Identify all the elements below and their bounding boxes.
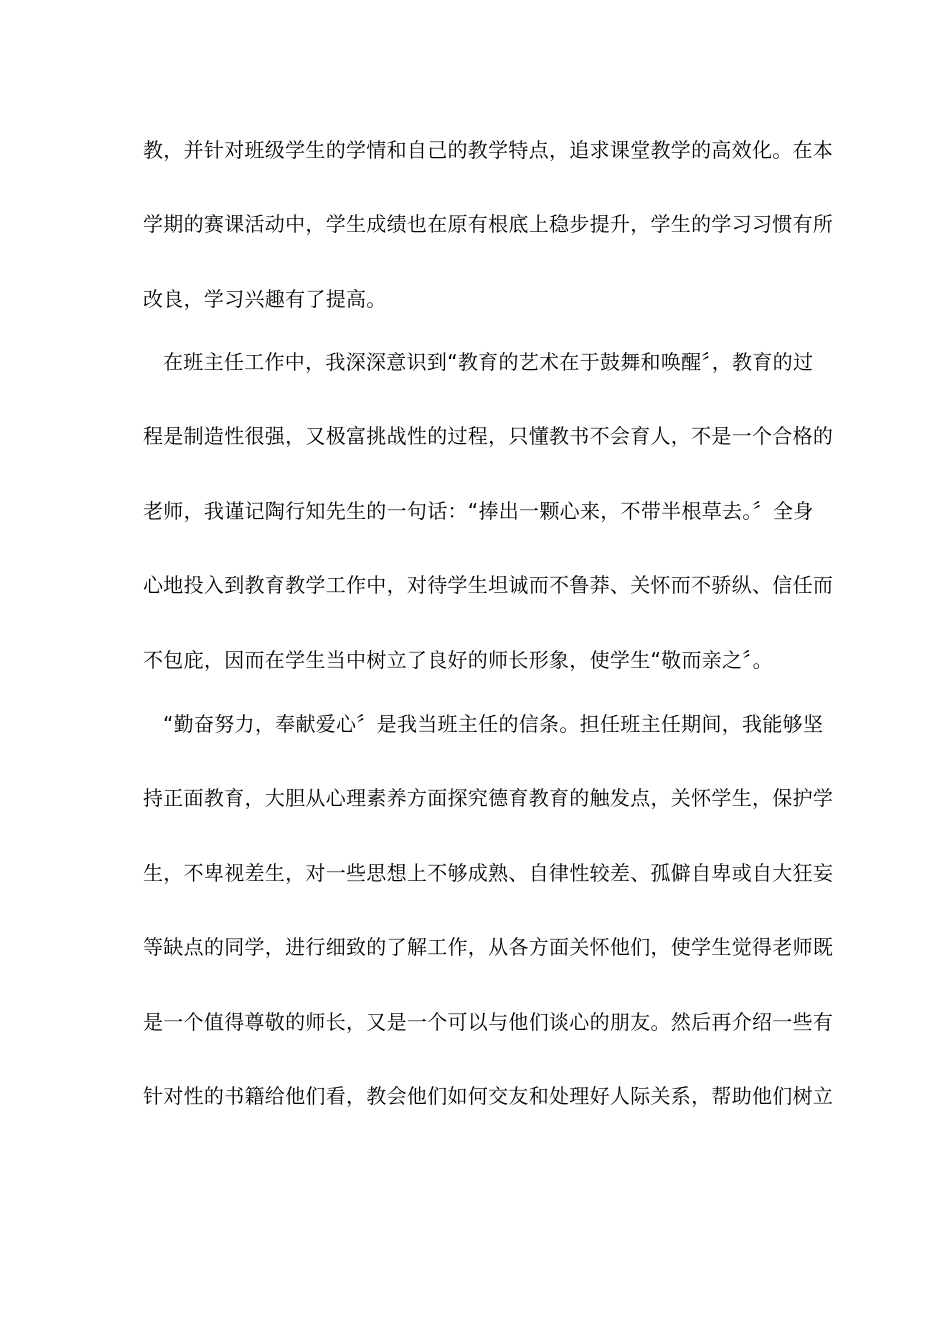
text-line: 改良，学习兴趣有了提高。 <box>143 287 387 311</box>
text-line: 老师，我谨记陶行知先生的一句话：“捧出一颗心来，不带半根草去。〞全身 <box>143 499 814 523</box>
text-line: 学期的赛课活动中，学生成绩也在原有根底上稳步提升，学生的学习习惯有所 <box>143 212 834 236</box>
text-line: 是一个值得尊敬的师长，又是一个可以与他们谈心的朋友。然后再介绍一些有 <box>143 1010 834 1034</box>
text-line: 程是制造性很强，又极富挑战性的过程，只懂教书不会育人，不是一个合格的 <box>143 424 834 448</box>
paragraph-start-line: “勤奋努力，奉献爱心〞是我当班主任的信条。担任班主任期间，我能够坚 <box>163 712 824 736</box>
paragraph-start-line: 在班主任工作中，我深深意识到“教育的艺术在于鼓舞和唤醒〞，教育的过 <box>163 350 814 374</box>
text-line: 不包庇，因而在学生当中树立了良好的师长形象，使学生“敬而亲之〞。 <box>143 648 773 672</box>
text-line: 等缺点的同学，进行细致的了解工作，从各方面关怀他们，使学生觉得老师既 <box>143 935 834 959</box>
text-line: 心地投入到教育教学工作中，对待学生坦诚而不鲁莽、关怀而不骄纵、信任而 <box>143 573 834 597</box>
text-line: 针对性的书籍给他们看，教会他们如何交友和处理好人际关系，帮助他们树立 <box>143 1084 834 1108</box>
text-line: 教，并针对班级学生的学情和自己的教学特点，追求课堂教学的高效化。在本 <box>143 138 834 162</box>
text-line: 持正面教育，大胆从心理素养方面探究德育教育的触发点，关怀学生，保护学 <box>143 786 834 810</box>
text-line: 生，不卑视差生，对一些思想上不够成熟、自律性较差、孤僻自卑或自大狂妄 <box>143 861 834 885</box>
